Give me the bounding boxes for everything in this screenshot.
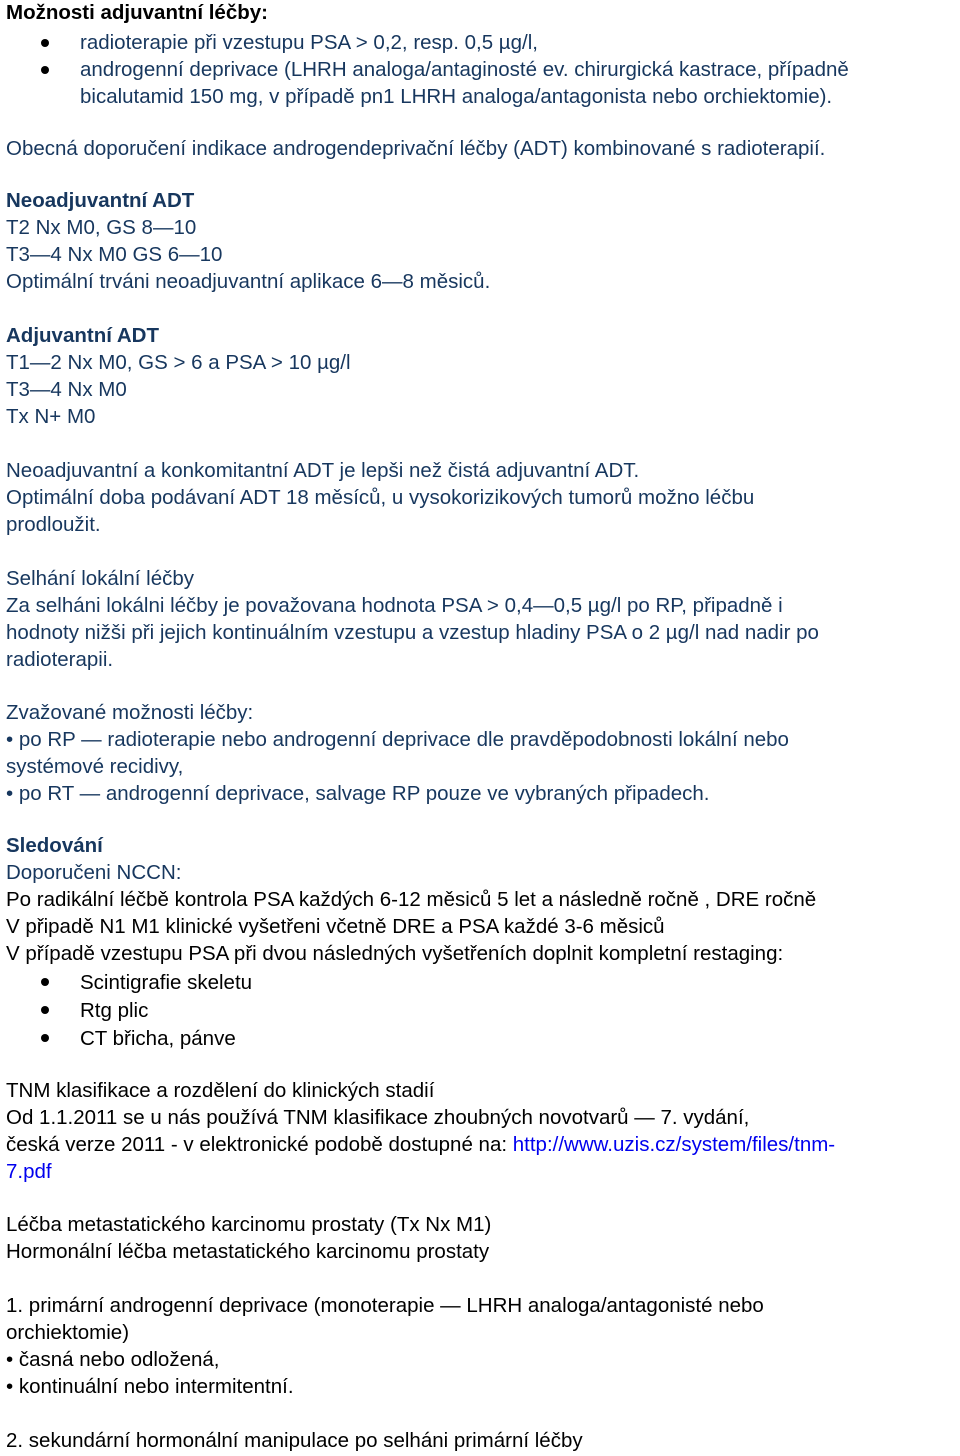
followup-heading: Sledování [6, 834, 103, 857]
followup-line: Doporučeni NCCN: [6, 861, 182, 884]
primary-deprivation-line: • časná nebo odložená, [6, 1348, 220, 1371]
tnm-line-text: česká verze 2011 - v elektronické podobě dostupné na: [6, 1133, 513, 1156]
adt-note: prodloužit. [6, 513, 101, 536]
bullet-dot [41, 66, 49, 74]
neoadjuvant-line: Optimální trváni neoadjuvantní aplikace 6—8 měsiců. [6, 270, 491, 293]
bullet-dot [41, 978, 49, 986]
general-recommendation: Obecná doporučení indikace androgendeprivační léčby (ADT) kombinované s radioterapií. [6, 137, 826, 160]
bullet-dot [41, 1006, 49, 1014]
primary-deprivation-line: • kontinuální nebo intermitentní. [6, 1375, 294, 1398]
restaging-item: Rtg plic [80, 999, 149, 1022]
primary-deprivation-line: orchiektomie) [6, 1321, 130, 1344]
primary-deprivation-line: 1. primární androgenní deprivace (monoterapie — LHRH analoga/antagonisté nebo [6, 1294, 764, 1317]
treatment-option-line: • po RT — androgenní deprivace, salvage RP pouze ve vybraných připadech. [6, 782, 710, 805]
metastatic-subheading: Hormonální léčba metastatického karcinomu prostaty [6, 1240, 490, 1263]
adjuvant-options-heading: Možnosti adjuvantní léčby: [6, 1, 268, 24]
secondary-manipulation-line: 2. sekundární hormonální manipulace po selháni primární léčby [6, 1429, 583, 1452]
adjuvant-line: T3—4 Nx M0 [6, 378, 127, 401]
adt-note: Neoadjuvantní a konkomitantní ADT je lepši než čistá adjuvantní ADT. [6, 459, 640, 482]
tnm-line-with-link [6, 1135, 835, 1156]
treatment-options-heading: Zvažované možnosti léčby: [6, 701, 254, 724]
neoadjuvant-line: T3—4 Nx M0 GS 6—10 [6, 243, 223, 266]
adjuvant-heading: Adjuvantní ADT [6, 324, 159, 347]
tnm-pdf-link[interactable]: http://www.uzis.cz/system/files/tnm- [512, 1133, 836, 1156]
bullet-dot [41, 39, 49, 47]
followup-line: Po radikální léčbě kontrola PSA každých 6-12 měsiců 5 let a následně ročně , DRE ročně [6, 888, 817, 911]
followup-line: V připadě N1 M1 klinické vyšetřeni včetně DRE a PSA každé 3-6 měsiců [6, 915, 665, 938]
local-failure-heading: Selhání lokální léčby [6, 567, 195, 590]
neoadjuvant-line: T2 Nx M0, GS 8—10 [6, 216, 197, 239]
followup-line: V případě vzestupu PSA při dvou následných vyšetřeních doplnit kompletní restaging: [6, 942, 784, 965]
restaging-item: Scintigrafie skeletu [80, 971, 253, 994]
restaging-item: CT břicha, pánve [80, 1027, 236, 1050]
list-item: androgenní deprivace (LHRH analoga/antaginosté ev. chirurgická kastrace, případně [80, 58, 849, 81]
tnm-line: Od 1.1.2011 se u nás používá TNM klasifikace zhoubných novotvarů — 7. vydání, [6, 1106, 750, 1129]
neoadjuvant-heading: Neoadjuvantní ADT [6, 189, 195, 212]
local-failure-line: hodnoty nižši při jejich kontinuálním vzestupu a vzestup hladiny PSA o 2 µg/l nad nadir po [6, 621, 819, 644]
list-item: radioterapie při vzestupu PSA > 0,2, resp. 0,5 µg/l, [80, 31, 538, 54]
list-item-continuation: bicalutamid 150 mg, v případě pn1 LHRH analoga/antagonista nebo orchiektomie). [80, 85, 833, 108]
adjuvant-line: T1—2 Nx M0, GS > 6 a PSA > 10 µg/l [6, 351, 351, 374]
tnm-pdf-link-continuation[interactable]: 7.pdf [6, 1160, 52, 1183]
local-failure-line: Za selháni lokálni léčby je považovana hodnota PSA > 0,4—0,5 µg/l po RP, připadně i [6, 594, 783, 617]
tnm-line: TNM klasifikace a rozdělení do klinických stadií [6, 1079, 435, 1102]
treatment-option-line: systémové recidivy, [6, 755, 184, 778]
bullet-dot [41, 1034, 49, 1042]
adt-note: Optimální doba podávaní ADT 18 měsíců, u vysokorizikových tumorů možno léčbu [6, 486, 755, 509]
metastatic-heading: Léčba metastatického karcinomu prostaty (Tx Nx M1) [6, 1213, 492, 1236]
local-failure-line: radioterapii. [6, 648, 114, 671]
treatment-option-line: • po RP — radioterapie nebo androgenní deprivace dle pravděpodobnosti lokální nebo [6, 728, 789, 751]
adjuvant-line: Tx N+ M0 [6, 405, 96, 428]
